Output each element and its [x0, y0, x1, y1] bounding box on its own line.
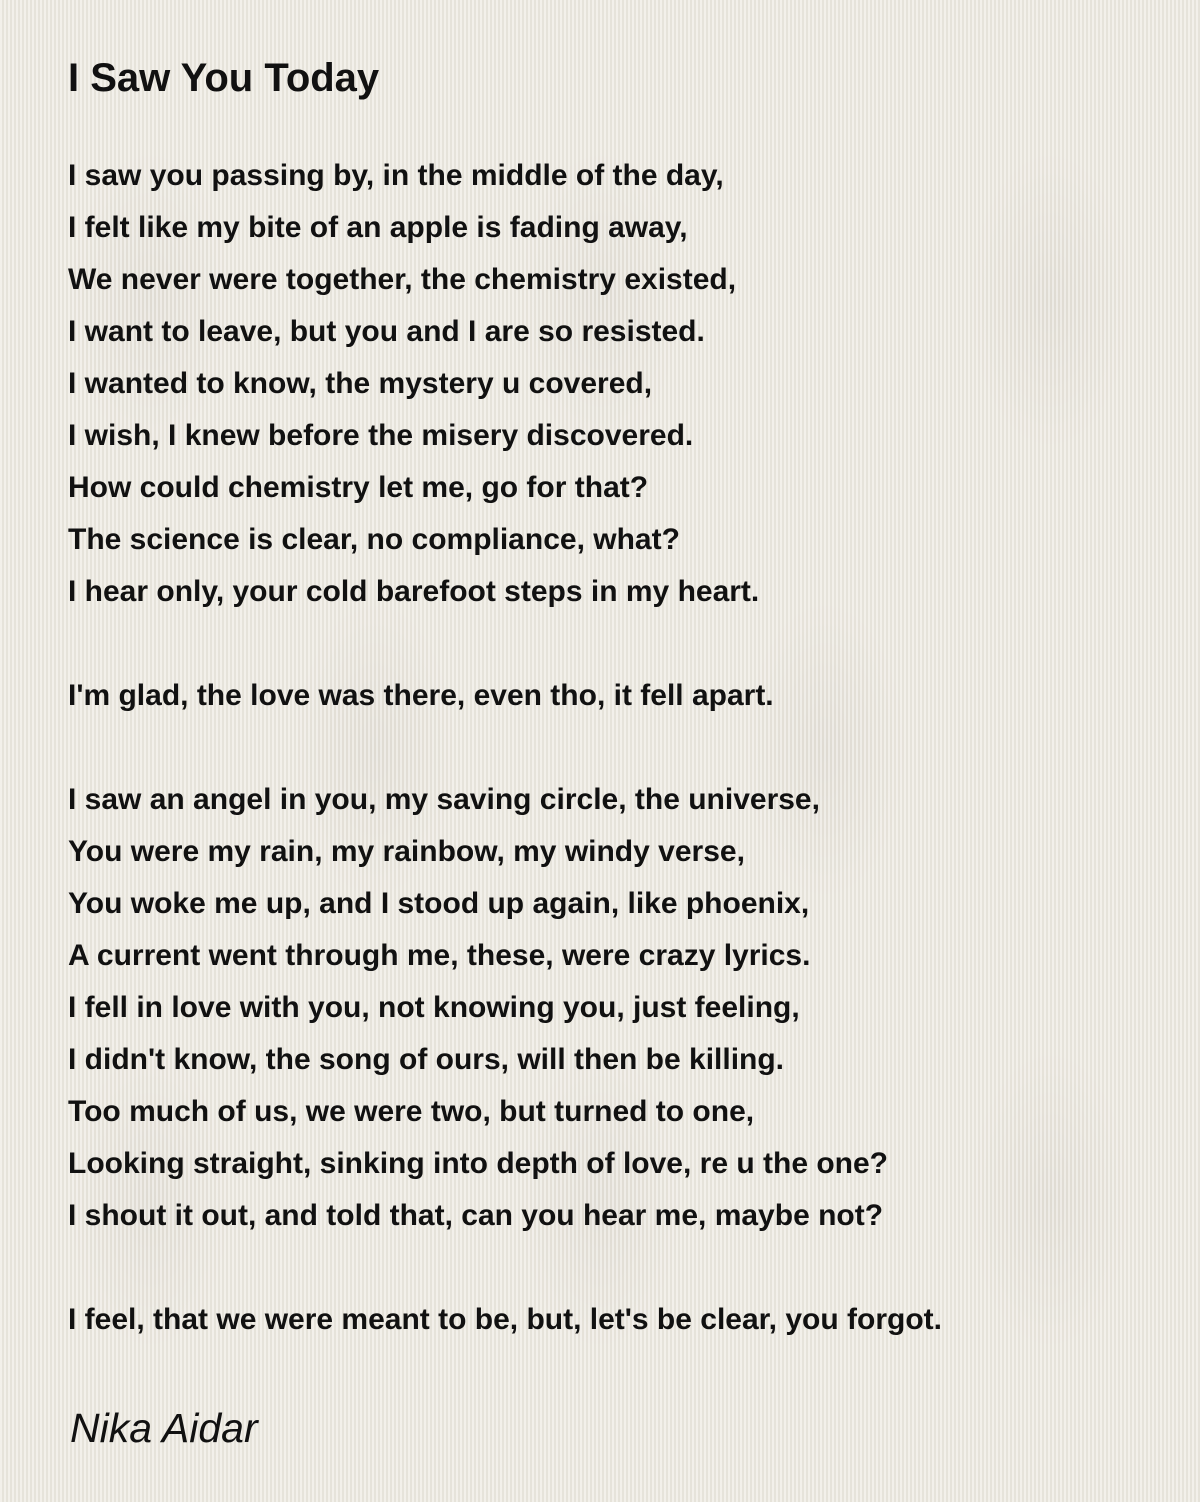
- poem-line: The science is clear, no compliance, what?: [68, 523, 680, 556]
- poem-line: I hear only, your cold barefoot steps in my heart.: [68, 575, 760, 608]
- poem-line: I saw you passing by, in the middle of the day,: [68, 159, 724, 192]
- poem-line: I shout it out, and told that, can you hear me, maybe not?: [68, 1199, 884, 1232]
- stanza-2: [68, 670, 942, 722]
- poem-line: I feel, that we were meant to be, but, let's be clear, you forgot.: [68, 1303, 942, 1336]
- poem-body: [68, 150, 942, 1398]
- poem-line: I want to leave, but you and I are so resisted.: [68, 315, 705, 348]
- poem-author: Nika Aidar: [70, 1405, 258, 1451]
- poem-line: You woke me up, and I stood up again, like phoenix,: [68, 887, 810, 920]
- stanza-1: [68, 150, 942, 618]
- poem-line: Looking straight, sinking into depth of love, re u the one?: [68, 1147, 889, 1180]
- stanza-3: [68, 774, 942, 1242]
- poem-title: I Saw You Today: [68, 56, 380, 100]
- poem-line: We never were together, the chemistry existed,: [68, 263, 737, 296]
- poem-line: I wish, I knew before the misery discovered.: [68, 419, 694, 452]
- poem-line: I fell in love with you, not knowing you, just feeling,: [68, 991, 800, 1024]
- poem-line: A current went through me, these, were crazy lyrics.: [68, 939, 811, 972]
- poem-line: Too much of us, we were two, but turned to one,: [68, 1095, 755, 1128]
- poem-line: I felt like my bite of an apple is fading away,: [68, 211, 688, 244]
- stanza-4: [68, 1294, 942, 1346]
- poem-line: I saw an angel in you, my saving circle, the universe,: [68, 783, 820, 816]
- poem-line: I wanted to know, the mystery u covered,: [68, 367, 653, 400]
- poem-line: I'm glad, the love was there, even tho, it fell apart.: [68, 679, 774, 712]
- poem-line: I didn't know, the song of ours, will then be killing.: [68, 1043, 785, 1076]
- poem-line: You were my rain, my rainbow, my windy verse,: [68, 835, 745, 868]
- poem-line: How could chemistry let me, go for that?: [68, 471, 649, 504]
